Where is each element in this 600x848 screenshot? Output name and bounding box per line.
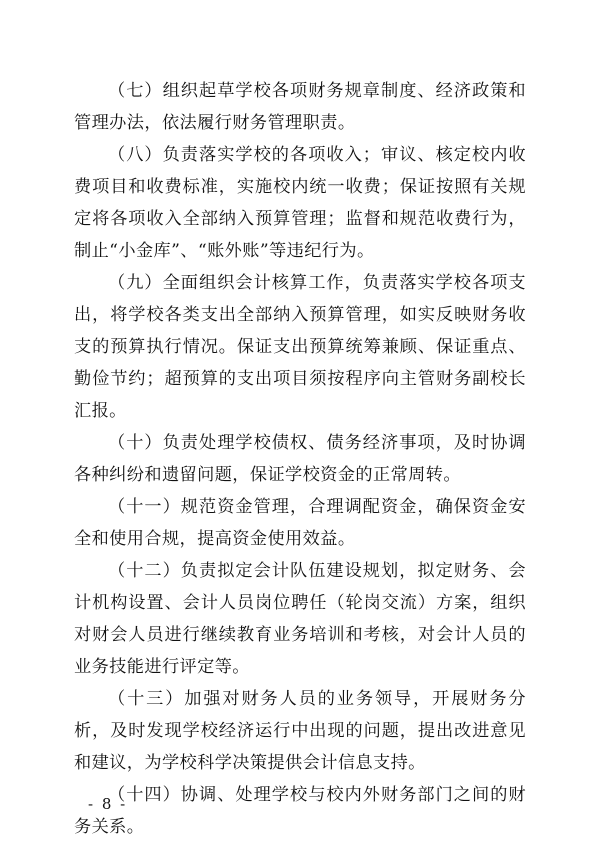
- paragraph-item-9: （九）全面组织会计核算工作，负责落实学校各项支出，将学校各类支出全部纳入预算管理，如实反映财务收支的预算执行情况。保证支出预算统筹兼顾、保证重点、勤俭节约；超预算的支出项目须按程序向主管财务副校长汇报。: [74, 273, 526, 421]
- paragraph-item-10: （十）负责处理学校债权、债务经济事项，及时协调各种纠纷和遗留问题，保证学校资金的正常周转。: [74, 433, 526, 485]
- paragraph-item-8: （八）负责落实学校的各项收入；审议、核定校内收费项目和收费标准，实施校内统一收费；保证按照有关规定将各项收入全部纳入预算管理；监督和规范收费行为，制止“小金库”、“账外账”等违纪行为。: [74, 145, 526, 261]
- document-body: [74, 75, 526, 843]
- paragraph-item-12: （十二）负责拟定会计队伍建设规划，拟定财务、会计机构设置、会计人员岗位聘任（轮岗交流）方案，组织对财会人员进行继续教育业务培训和考核，对会计人员的业务技能进行评定等。: [74, 561, 526, 677]
- paragraph-item-14: （十四）协调、处理学校与校内外财务部门之间的财务关系。: [74, 785, 526, 837]
- paragraph-item-11: （十一）规范资金管理，合理调配资金，确保资金安全和使用合规，提高资金使用效益。: [74, 497, 526, 549]
- paragraph-item-13: （十三）加强对财务人员的业务领导，开展财务分析，及时发现学校经济运行中出现的问题，提出改进意见和建议，为学校科学决策提供会计信息支持。: [74, 689, 526, 773]
- paragraph-item-7: （七）组织起草学校各项财务规章制度、经济政策和管理办法，依法履行财务管理职责。: [74, 81, 526, 133]
- page-number: - 8 -: [88, 795, 128, 813]
